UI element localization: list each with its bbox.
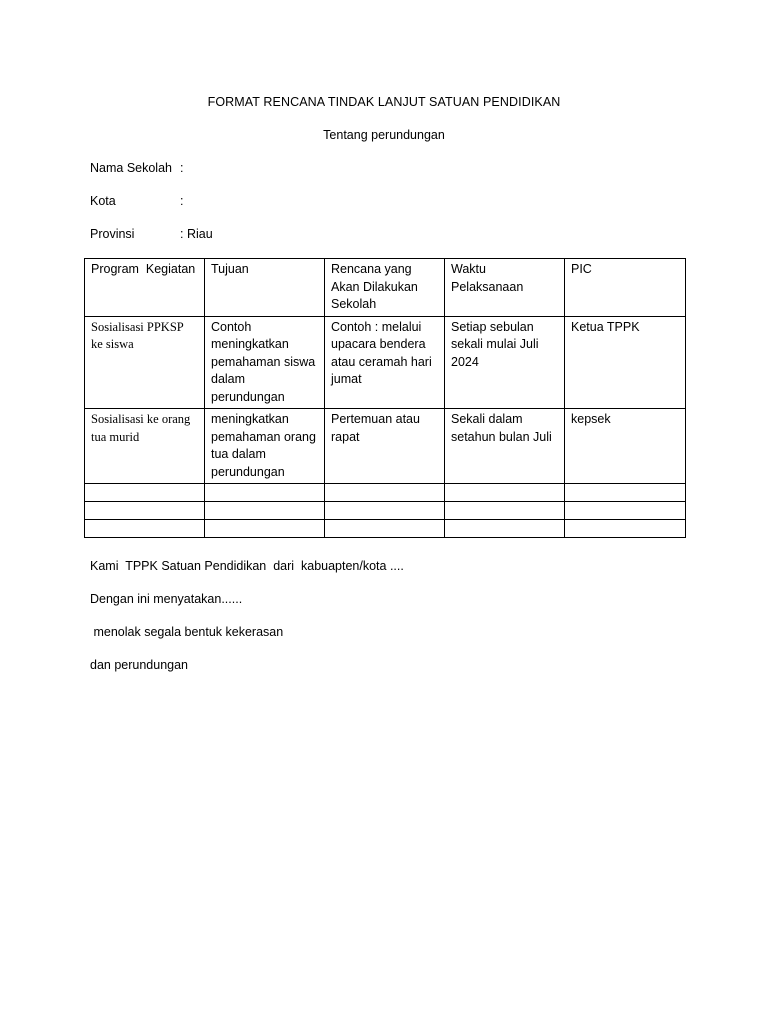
table-cell-rencana — [325, 484, 445, 502]
statement-paragraph: menolak segala bentuk kekerasan — [90, 625, 284, 639]
document-title: FORMAT RENCANA TINDAK LANJUT SATUAN PENDIDIKAN — [207, 95, 561, 109]
statement-paragraph: Dengan ini menyatakan...... — [90, 592, 243, 606]
table-cell-rencana — [325, 520, 445, 538]
table-cell-program: Sosialisasi PPKSP ke siswa — [85, 316, 205, 409]
field-value: Riau — [187, 227, 213, 241]
document-subtitle: Tentang perundungan — [323, 128, 445, 142]
table-cell-program — [85, 502, 205, 520]
table-cell-tujuan: meningkatkan pemahaman orang tua dalam perundungan — [205, 409, 325, 484]
table-cell-waktu: Setiap sebulan sekali mulai Juli 2024 — [445, 316, 565, 409]
field-label: Nama Sekolah — [90, 161, 172, 175]
table-cell-program — [85, 520, 205, 538]
table-row — [85, 520, 686, 538]
table-cell-waktu — [445, 502, 565, 520]
header-program-kegiatan: Program Kegiatan — [85, 259, 205, 317]
table-cell-tujuan — [205, 502, 325, 520]
field-label: Kota — [90, 194, 116, 208]
table-row — [85, 409, 686, 484]
table-cell-waktu — [445, 520, 565, 538]
header-tujuan: Tujuan — [205, 259, 325, 317]
statement-paragraph: Kami TPPK Satuan Pendidikan dari kabuapten/kota .... — [90, 559, 404, 573]
field-nama-sekolah — [90, 161, 187, 175]
header-waktu: Waktu Pelaksanaan — [445, 259, 565, 317]
header-pic: PIC — [565, 259, 686, 317]
field-kota — [90, 194, 187, 208]
table-row — [85, 502, 686, 520]
table-cell-pic — [565, 520, 686, 538]
field-provinsi — [90, 227, 213, 241]
field-separator: : — [180, 161, 184, 175]
table-cell-tujuan: Contoh meningkatkan pemahaman siswa dalam perundungan — [205, 316, 325, 409]
table-cell-tujuan — [205, 520, 325, 538]
table-header-row — [85, 259, 686, 317]
table-cell-program — [85, 484, 205, 502]
table-cell-rencana: Contoh : melalui upacara bendera atau ceramah hari jumat — [325, 316, 445, 409]
table-cell-pic: kepsek — [565, 409, 686, 484]
table-cell-pic — [565, 502, 686, 520]
table-cell-rencana: Pertemuan atau rapat — [325, 409, 445, 484]
field-separator: : — [180, 194, 184, 208]
table-row — [85, 484, 686, 502]
table-cell-rencana — [325, 502, 445, 520]
header-rencana: Rencana yang Akan Dilakukan Sekolah — [325, 259, 445, 317]
table-cell-tujuan — [205, 484, 325, 502]
statement-paragraph: dan perundungan — [90, 658, 189, 672]
table-cell-program: Sosialisasi ke orang tua murid — [85, 409, 205, 484]
field-separator: : — [180, 227, 184, 241]
table-cell-waktu: Sekali dalam setahun bulan Juli — [445, 409, 565, 484]
table-cell-pic: Ketua TPPK — [565, 316, 686, 409]
table-cell-waktu — [445, 484, 565, 502]
field-label: Provinsi — [90, 227, 135, 241]
table-cell-pic — [565, 484, 686, 502]
action-plan-table — [84, 258, 686, 538]
table-row — [85, 316, 686, 409]
